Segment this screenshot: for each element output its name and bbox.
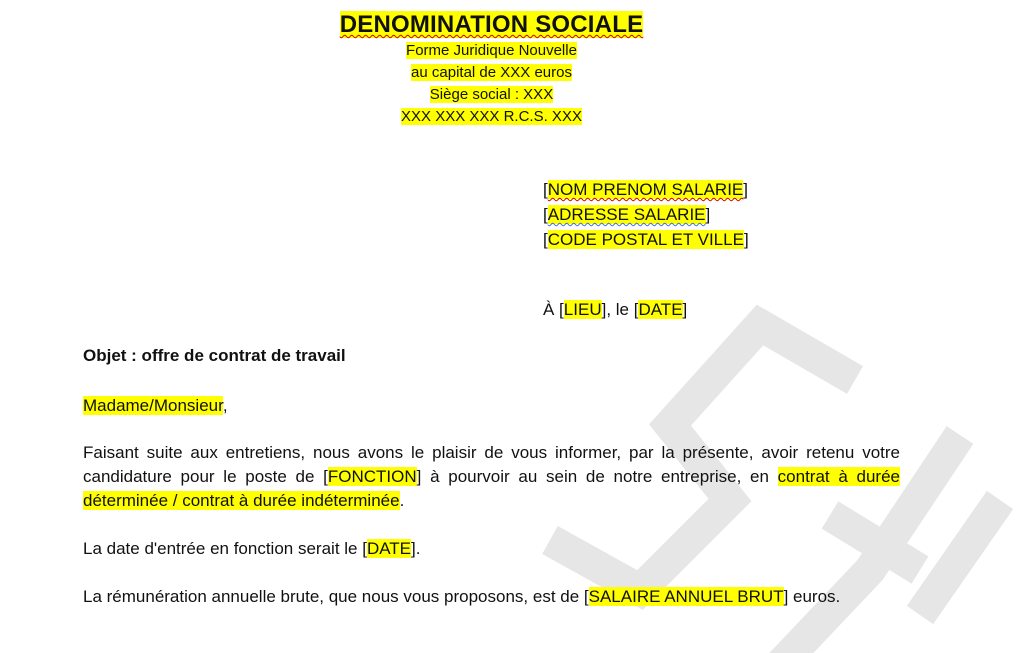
salutation-text: Madame/Monsieur bbox=[83, 396, 223, 415]
salutation-punct: , bbox=[222, 396, 228, 415]
contract-type-placeholder: contrat à durée déterminée / contrat à durée indéterminée bbox=[83, 467, 901, 510]
paragraph-salary: La rémunération annuelle brute, que nous vous proposons, est de [SALAIRE ANNUEL BRUT] euros. bbox=[83, 587, 841, 606]
function-placeholder: FONCTION bbox=[327, 467, 417, 486]
recipient-block: [NOM PRENOM SALARIE] [ADRESSE SALARIE] [CODE POSTAL ET VILLE] bbox=[543, 180, 749, 249]
recipient-name: NOM PRENOM SALARIE bbox=[547, 180, 744, 199]
place-date-line bbox=[543, 297, 687, 322]
start-date-placeholder: DATE bbox=[366, 539, 412, 558]
paragraph-start-date: La date d'entrée en fonction serait le [DATE]. bbox=[83, 539, 421, 558]
registered-office: Siège social : XXX bbox=[429, 86, 554, 103]
place-date-middle: ], le [ bbox=[601, 300, 639, 319]
legal-form: Forme Juridique Nouvelle bbox=[406, 42, 577, 59]
place-date-suffix: ] bbox=[682, 300, 688, 319]
paragraph-offer: Faisant suite aux entretiens, nous avons le plaisir de vous informer, par la présente, avoir retenu votre candidature pour le poste de [FONCTION] à pourvoir au sein de notre entreprise, en contrat à durée déterminée / contrat à durée indéterminée. bbox=[83, 443, 901, 510]
recipient-city: CODE POSTAL ET VILLE bbox=[547, 230, 744, 249]
company-header bbox=[0, 10, 983, 128]
date-placeholder: DATE bbox=[638, 300, 683, 319]
rcs-number: XXX XXX XXX R.C.S. XXX bbox=[401, 108, 582, 125]
place-date-prefix: À [ bbox=[543, 300, 564, 319]
subject-line: Objet : offre de contrat de travail bbox=[83, 346, 346, 365]
recipient-address: ADRESSE SALARIE bbox=[547, 205, 706, 224]
place-placeholder: LIEU bbox=[563, 300, 602, 319]
company-name: DENOMINATION SOCIALE bbox=[339, 11, 644, 38]
capital: au capital de XXX euros bbox=[411, 64, 572, 81]
salutation bbox=[83, 393, 228, 418]
salary-placeholder: SALAIRE ANNUEL BRUT bbox=[588, 587, 784, 606]
